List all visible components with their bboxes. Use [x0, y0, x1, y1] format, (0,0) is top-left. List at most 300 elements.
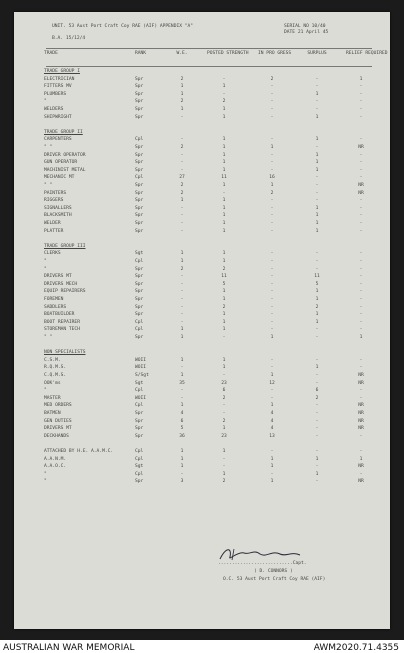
cell-relief: -	[359, 471, 363, 477]
cell-surplus: -	[315, 76, 319, 82]
cell-we: -	[180, 114, 184, 120]
cell-relief: NR	[358, 183, 364, 188]
serial-number: SERIAL NO 10/40	[284, 24, 326, 29]
cell-inpro: -	[270, 91, 274, 97]
cell-trade: NON SPECIALISTS	[44, 350, 86, 356]
cell-surplus: -	[315, 190, 319, 196]
cell-trade: A.A.N.M.	[44, 456, 67, 462]
cell-posted: 23	[221, 433, 227, 439]
cell-inpro: -	[270, 152, 274, 158]
cell-inpro: -	[270, 205, 274, 211]
cell-surplus: 5	[315, 281, 319, 287]
cell-relief: NR	[358, 403, 364, 409]
cell-posted: 1	[222, 183, 226, 188]
cell-inpro: -	[270, 388, 274, 394]
cell-trade: FOREMEN	[44, 297, 64, 302]
cell-trade: RIGGERS	[44, 198, 64, 204]
cell-relief: NR	[358, 426, 364, 432]
cell-surplus: -	[315, 403, 319, 409]
cell-inpro: -	[270, 198, 274, 204]
cell-we: 2	[180, 76, 184, 82]
cell-rank: Spr	[135, 114, 144, 120]
cell-surplus: 1	[315, 297, 319, 302]
cell-trade: "	[44, 259, 47, 264]
cell-posted: 1	[222, 228, 226, 234]
cell-relief: -	[359, 259, 363, 264]
cell-trade: DRIVERS MECH	[44, 281, 78, 287]
cell-posted: 11	[221, 274, 227, 280]
cell-trade: TRADE GROUP II	[44, 129, 83, 135]
cell-inpro: -	[270, 395, 274, 401]
cell-relief: -	[359, 327, 363, 333]
table-row	[44, 313, 378, 320]
cell-inpro: 1	[270, 479, 274, 485]
cell-surplus: -	[315, 266, 319, 272]
cell-we: 1	[180, 251, 184, 257]
cell-relief: -	[359, 167, 363, 173]
cell-posted: 2	[222, 395, 226, 401]
cell-surplus: -	[315, 411, 319, 416]
cell-rank: Spr	[135, 312, 144, 318]
cell-inpro: 4	[270, 426, 274, 432]
cell-rank: Spr	[135, 228, 144, 234]
cell-relief: -	[359, 213, 363, 219]
cell-relief: 1	[359, 335, 363, 340]
cell-relief: -	[359, 304, 363, 310]
cell-surplus: 2	[315, 304, 319, 310]
document-page	[14, 12, 390, 629]
cell-inpro: -	[270, 304, 274, 310]
cell-relief: -	[359, 395, 363, 401]
cell-surplus: -	[315, 479, 319, 485]
cell-surplus: 1	[315, 114, 319, 120]
cell-trade: SIGNALLERS	[44, 205, 72, 211]
cell-we: 1	[180, 456, 184, 462]
header-rule-bottom	[46, 66, 372, 67]
cell-we: 2	[180, 99, 184, 105]
archive-credit: AUSTRALIAN WAR MEMORIAL	[3, 643, 135, 653]
cell-surplus: -	[315, 145, 319, 150]
cell-trade: R.Q.M.S.	[44, 365, 67, 371]
cell-relief: -	[359, 175, 363, 181]
table-row	[44, 306, 378, 313]
cell-surplus: -	[315, 426, 319, 432]
cell-posted: 5	[222, 281, 226, 287]
signature-line	[218, 562, 307, 567]
cell-inpro: -	[270, 107, 274, 112]
cell-relief: NR	[358, 380, 364, 386]
table-row	[44, 404, 378, 411]
table-row	[44, 366, 378, 373]
cell-we: 35	[179, 380, 185, 386]
cell-relief: -	[359, 289, 363, 295]
cell-rank: Spr	[135, 221, 144, 226]
cell-relief: -	[359, 266, 363, 272]
cell-inpro: 1	[270, 464, 274, 470]
cell-trade: DECKHANDS	[44, 433, 69, 439]
cell-we: -	[180, 205, 184, 211]
cell-inpro: 13	[269, 433, 275, 439]
cell-surplus: -	[315, 99, 319, 105]
cell-trade: ATTACHED BY H.E. A.A.M.C.	[44, 449, 114, 454]
table-row	[44, 465, 378, 472]
cell-posted: 1	[222, 365, 226, 371]
cell-rank: Cpl	[135, 388, 144, 394]
cell-surplus: -	[315, 175, 319, 181]
cell-rank: Spr	[135, 418, 144, 424]
table-row	[44, 336, 378, 343]
cell-surplus: 1	[315, 289, 319, 295]
cell-trade: PLATTER	[44, 228, 64, 234]
cell-inpro: -	[270, 221, 274, 226]
cell-relief: -	[359, 297, 363, 302]
cell-inpro: -	[270, 449, 274, 454]
table-row	[44, 230, 378, 237]
cell-relief: NR	[358, 145, 364, 150]
cell-trade: WELDER	[44, 221, 61, 226]
cell-posted: 1	[222, 297, 226, 302]
cell-surplus: 1	[315, 456, 319, 462]
cell-relief: -	[359, 365, 363, 371]
cell-surplus: 1	[315, 152, 319, 158]
cell-posted: 2	[222, 99, 226, 105]
document-date: DATE 21 April 45	[284, 30, 329, 35]
cell-surplus: -	[315, 259, 319, 264]
cell-rank: Spr	[135, 479, 144, 485]
cell-we: 1	[180, 449, 184, 454]
cell-surplus: 1	[315, 137, 319, 143]
cell-inpro: 4	[270, 418, 274, 424]
cell-posted: -	[222, 464, 226, 470]
cell-relief: -	[359, 205, 363, 211]
cell-rank: Cpl	[135, 471, 144, 477]
table-row	[44, 268, 378, 275]
cell-rank: Spr	[135, 304, 144, 310]
cell-rank: Spr	[135, 411, 144, 416]
cell-we: -	[180, 152, 184, 158]
cell-posted: -	[222, 335, 226, 340]
cell-we: 36	[179, 433, 185, 439]
cell-rank: Sgt	[135, 380, 144, 386]
cell-posted: 1	[222, 327, 226, 333]
unit-header: UNIT. 53 Aust Port Craft Coy RAE (AIF) APPENDIX "A"	[52, 24, 194, 29]
cell-inpro: 12	[269, 380, 275, 386]
cell-rank: Spr	[135, 107, 144, 112]
cell-posted: -	[222, 76, 226, 82]
cell-we: -	[180, 289, 184, 295]
cell-surplus: -	[315, 183, 319, 188]
table-row	[44, 214, 378, 221]
cell-relief: -	[359, 99, 363, 105]
table-row	[44, 199, 378, 206]
col-posted: POSTED STRENGTH	[207, 51, 249, 56]
cell-rank: Spr	[135, 426, 144, 432]
cell-surplus: -	[315, 198, 319, 204]
group-heading-row	[44, 351, 378, 358]
cell-trade: DRIVERS MT	[44, 426, 72, 432]
cell-trade: EQUIP REPAIRERS	[44, 289, 86, 295]
cell-trade: BATMEN	[44, 411, 61, 416]
cell-rank: Spr	[135, 335, 144, 340]
table-row	[44, 321, 378, 328]
cell-we: 2	[180, 145, 184, 150]
cell-rank: Cpl	[135, 259, 144, 264]
cell-we: 1	[180, 464, 184, 470]
cell-surplus: 1	[315, 365, 319, 371]
table-row	[44, 78, 378, 85]
cell-we: 3	[180, 479, 184, 485]
cell-posted: 1	[222, 251, 226, 257]
cell-posted: -	[222, 456, 226, 462]
cell-trade: MECHANIC MT	[44, 175, 75, 181]
cell-surplus: -	[315, 464, 319, 470]
cell-rank: Spr	[135, 183, 144, 188]
cell-rank: Spr	[135, 289, 144, 295]
cell-relief: -	[359, 152, 363, 158]
cell-posted: 1	[222, 289, 226, 295]
cell-inpro: -	[270, 297, 274, 302]
table-row	[44, 389, 378, 396]
cell-relief: -	[359, 433, 363, 439]
cell-trade: " "	[44, 183, 53, 188]
cell-trade: "	[44, 471, 47, 477]
cell-posted: 1	[222, 198, 226, 204]
cell-rank: Spr	[135, 76, 144, 82]
cell-trade: STOREMAN TECH	[44, 327, 80, 333]
cell-relief: NR	[358, 190, 364, 196]
cell-rank: WOII	[135, 395, 147, 401]
table-row	[44, 176, 378, 183]
table-row	[44, 458, 378, 465]
table-row	[44, 450, 378, 457]
cell-rank: Cpl	[135, 403, 144, 409]
cell-surplus: 1	[315, 213, 319, 219]
cell-relief: -	[359, 357, 363, 363]
cell-trade: MED ORDERS	[44, 403, 72, 409]
cell-relief: -	[359, 160, 363, 166]
table-row	[44, 192, 378, 199]
cell-inpro: 4	[270, 411, 274, 416]
table-row	[44, 207, 378, 214]
cell-we: 2	[180, 183, 184, 188]
table-row	[44, 85, 378, 92]
cell-we: -	[180, 471, 184, 477]
table-row	[44, 412, 378, 419]
cell-trade: TRADE GROUP III	[44, 243, 86, 249]
cell-relief: -	[359, 251, 363, 257]
table-row	[44, 359, 378, 366]
cell-trade: FITTERS MV	[44, 84, 72, 90]
col-rank: RANK	[135, 51, 147, 56]
cell-rank: Spr	[135, 266, 144, 272]
cell-trade: BOOT REPAIRER	[44, 319, 80, 325]
cell-relief: -	[359, 198, 363, 204]
cell-inpro: -	[270, 99, 274, 105]
cell-trade: DRIVERS MT	[44, 274, 72, 280]
table-row	[44, 298, 378, 305]
cell-relief: NR	[358, 411, 364, 416]
cell-rank: Spr	[135, 297, 144, 302]
cell-trade: GEN DUTIES	[44, 418, 72, 424]
cell-rank: Spr	[135, 84, 144, 90]
cell-we: 2	[180, 190, 184, 196]
cell-posted: 1	[222, 213, 226, 219]
cell-rank: WOII	[135, 357, 147, 363]
reference-number: B.A. 15/12/4	[52, 36, 86, 41]
cell-relief: NR	[358, 373, 364, 378]
cell-surplus: 1	[315, 471, 319, 477]
cell-posted: 1	[222, 167, 226, 173]
cell-inpro: -	[270, 160, 274, 166]
cell-relief: NR	[358, 479, 364, 485]
cell-we: 2	[180, 266, 184, 272]
table-row	[44, 420, 378, 427]
cell-relief: -	[359, 388, 363, 394]
table-row	[44, 237, 378, 244]
column-header-row	[44, 51, 388, 59]
cell-we: 4	[180, 411, 184, 416]
cell-rank: Spr	[135, 274, 144, 280]
cell-we: -	[180, 228, 184, 234]
cell-posted: 1	[222, 426, 226, 432]
cell-inpro: 1	[270, 145, 274, 150]
cell-trade: PLUMBERS	[44, 91, 67, 97]
cell-posted: -	[222, 373, 226, 378]
cell-relief: NR	[358, 464, 364, 470]
cell-trade: ELECTRICIAN	[44, 76, 75, 82]
cell-relief: -	[359, 449, 363, 454]
cell-posted: 2	[222, 418, 226, 424]
cell-posted: 1	[222, 449, 226, 454]
cell-rank: Spr	[135, 433, 144, 439]
table-row	[44, 108, 378, 115]
table-row	[44, 123, 378, 130]
cell-posted: -	[222, 403, 226, 409]
cell-we: -	[180, 213, 184, 219]
cell-surplus: -	[315, 107, 319, 112]
cell-surplus: -	[315, 335, 319, 340]
cell-trade: "	[44, 266, 47, 272]
cell-relief: -	[359, 114, 363, 120]
cell-we: -	[180, 388, 184, 394]
cell-posted: 1	[222, 357, 226, 363]
cell-rank: Spr	[135, 205, 144, 211]
table-row	[44, 374, 378, 381]
group-heading-row	[44, 245, 378, 252]
signature-dots: ...........................	[218, 561, 293, 566]
cell-trade: SHIPWRIGHT	[44, 114, 72, 120]
col-in-progress: IN PRO GRESS	[258, 51, 292, 56]
table-row	[44, 146, 378, 153]
cell-inpro: -	[270, 259, 274, 264]
cell-inpro: -	[270, 289, 274, 295]
cell-surplus: -	[315, 251, 319, 257]
cell-posted: 1	[222, 319, 226, 325]
cell-trade: WELDERS	[44, 107, 64, 112]
cell-relief: -	[359, 281, 363, 287]
cell-surplus: 1	[315, 167, 319, 173]
cell-inpro: 1	[270, 335, 274, 340]
table-row	[44, 222, 378, 229]
cell-inpro: -	[270, 114, 274, 120]
cell-rank: Spr	[135, 99, 144, 105]
col-trade: TRADE	[44, 51, 58, 56]
cell-posted: 1	[222, 471, 226, 477]
cell-relief: -	[359, 137, 363, 143]
cell-trade: SADDLERS	[44, 304, 67, 310]
cell-inpro: 1	[270, 403, 274, 409]
cell-posted: 1	[222, 107, 226, 112]
cell-relief: -	[359, 107, 363, 112]
cell-inpro: 1	[270, 183, 274, 188]
cell-we: 1	[180, 403, 184, 409]
cell-rank: Spr	[135, 198, 144, 204]
cell-posted: -	[222, 411, 226, 416]
cell-surplus: -	[315, 84, 319, 90]
table-row	[44, 328, 378, 335]
cell-posted: 1	[222, 114, 226, 120]
cell-relief: -	[359, 312, 363, 318]
cell-we: 1	[180, 91, 184, 97]
table-row	[44, 473, 378, 480]
signatory-name: ( D. CONNORS )	[254, 569, 293, 574]
cell-posted: 1	[222, 312, 226, 318]
cell-posted: 1	[222, 259, 226, 264]
cell-trade: DRIVER OPERATOR	[44, 152, 86, 158]
table-row	[44, 116, 378, 123]
cell-inpro: -	[270, 327, 274, 333]
header-rule-top	[46, 48, 372, 49]
cell-trade: " "	[44, 145, 53, 150]
cell-rank: S/Sgt	[135, 373, 149, 378]
cell-we: 1	[180, 373, 184, 378]
cell-we: 1	[180, 259, 184, 264]
cell-trade: MACHINIST METAL	[44, 167, 86, 173]
table-row	[44, 138, 378, 145]
cell-posted: 23	[221, 380, 227, 386]
table-row	[44, 427, 378, 434]
cell-inpro: -	[270, 281, 274, 287]
cell-trade: TRADE GROUP I	[44, 69, 80, 74]
cell-surplus: -	[315, 418, 319, 424]
cell-rank: Spr	[135, 152, 144, 158]
cell-surplus: 1	[315, 228, 319, 234]
cell-we: -	[180, 137, 184, 143]
cell-relief: 1	[359, 76, 363, 82]
cell-inpro: 2	[270, 76, 274, 82]
cell-trade: C.S.M.	[44, 357, 61, 363]
col-surplus: SURPLUS	[307, 51, 327, 56]
table-row	[44, 283, 378, 290]
cell-inpro: 16	[269, 175, 275, 181]
cell-trade: BOATBUILDER	[44, 312, 75, 318]
cell-surplus: 1	[315, 160, 319, 166]
table-row	[44, 275, 378, 282]
table-row	[44, 184, 378, 191]
cell-inpro: -	[270, 266, 274, 272]
cell-rank: Cpl	[135, 327, 144, 333]
cell-trade: "	[44, 388, 47, 394]
cell-inpro: -	[270, 471, 274, 477]
cell-posted: 11	[221, 175, 227, 181]
cell-posted: 2	[222, 479, 226, 485]
cell-we: -	[180, 365, 184, 371]
cell-surplus: 1	[315, 312, 319, 318]
cell-rank: Cpl	[135, 175, 144, 181]
col-relief: RELIEF REQUIRED	[346, 51, 388, 56]
cell-we: -	[180, 221, 184, 226]
cell-relief: -	[359, 274, 363, 280]
